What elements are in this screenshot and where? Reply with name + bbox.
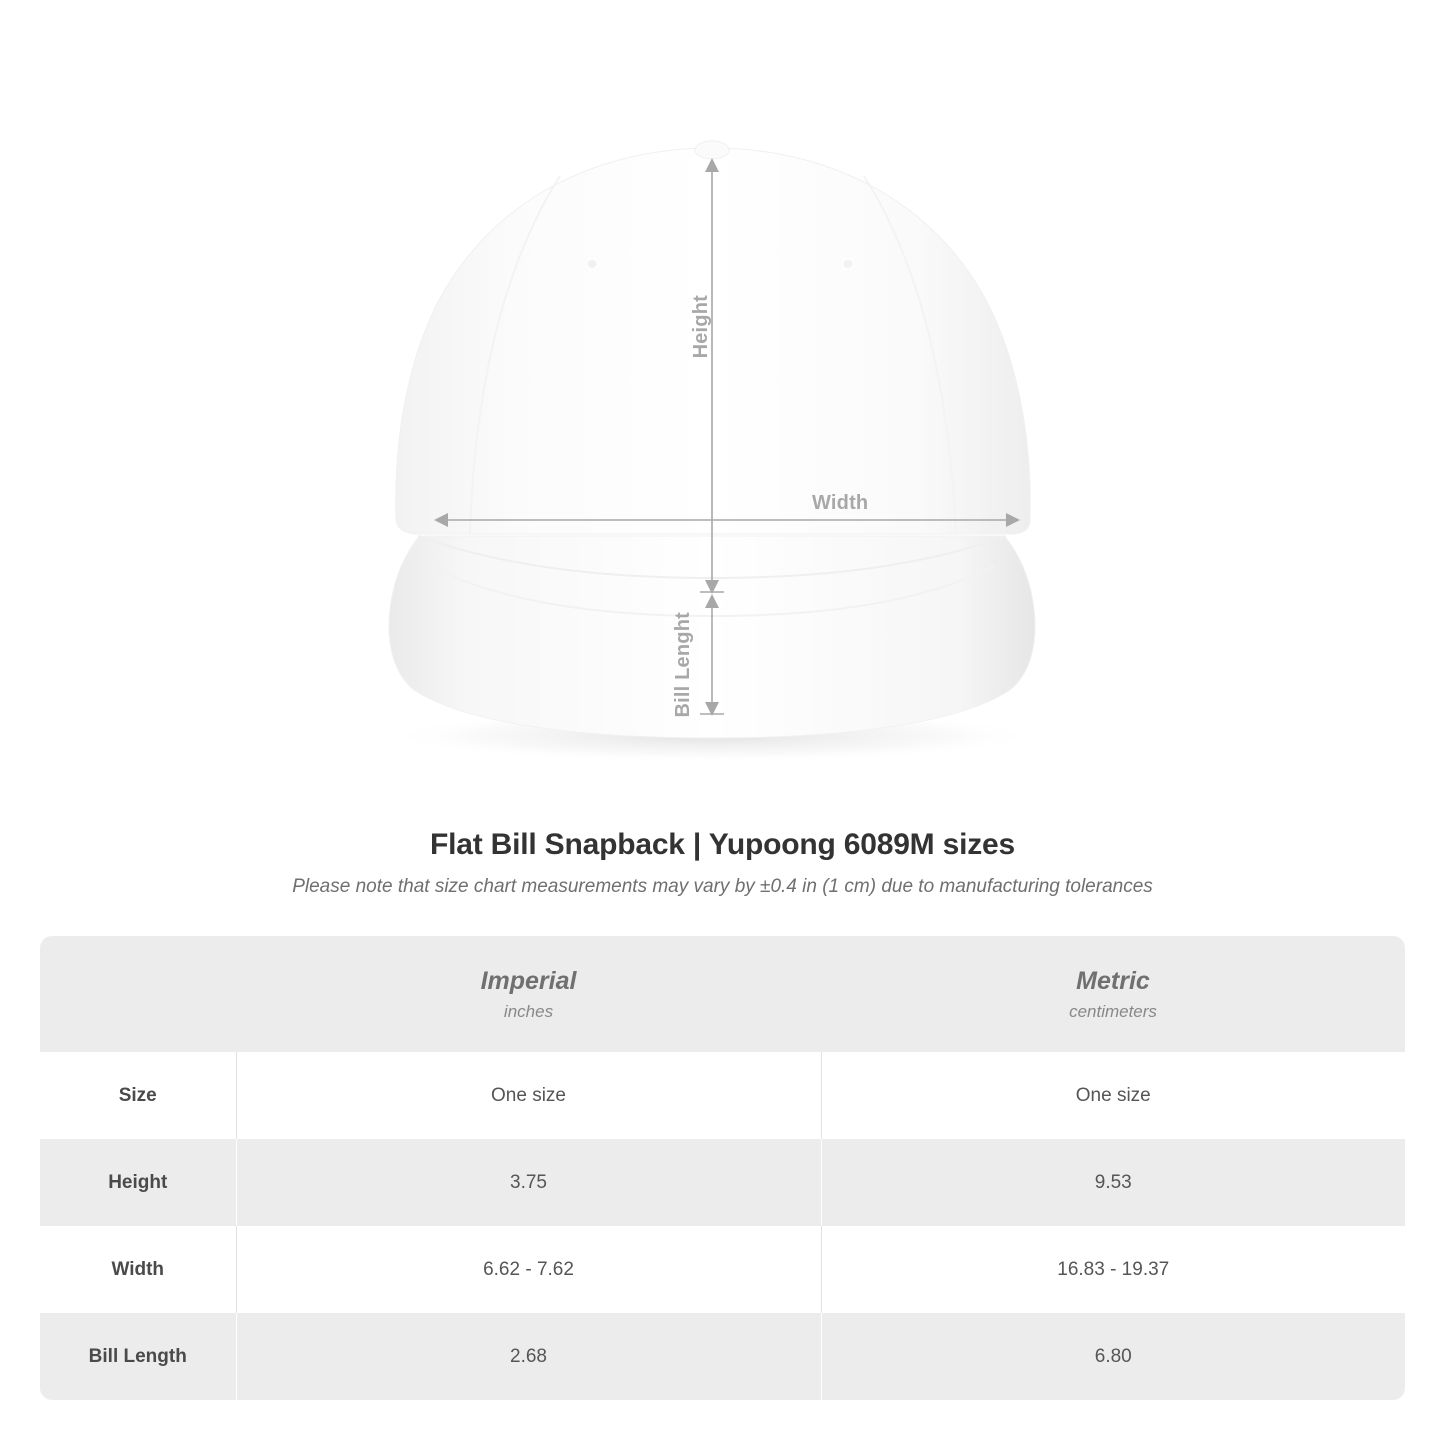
cell-height-imperial: 3.75 [236,1139,821,1226]
bill-length-dimension-label [672,612,694,718]
cell-size-imperial: One size [236,1052,821,1139]
header-metric-title: Metric [1076,966,1150,995]
header-corner-cell [40,936,236,1052]
row-label-bill-length: Bill Length [40,1313,236,1400]
header-imperial-unit: inches [503,1001,554,1021]
tolerance-note: Please note that size chart measurements may vary by ±0.4 in (1 cm) due to manufacturing tolerances [292,876,1153,897]
header-metric-cell [821,936,1405,1052]
cell-bill-length-imperial: 2.68 [236,1313,821,1400]
table-row [40,1226,1405,1313]
row-label-size: Size [40,1052,236,1139]
page-title: Flat Bill Snapback | Yupoong 6089M sizes [429,828,1015,861]
header-imperial-title: Imperial [480,966,577,995]
size-table-body [40,1052,1405,1400]
header-imperial-cell [236,936,821,1052]
chart-titles [0,828,1445,898]
width-dimension-label: Width [812,492,869,514]
table-row [40,1139,1405,1226]
cell-height-metric: 9.53 [821,1139,1405,1226]
bill-length-label-line1: Bill [672,685,694,718]
row-label-height: Height [40,1139,236,1226]
table-row [40,1052,1405,1139]
cell-width-imperial: 6.62 - 7.62 [236,1226,821,1313]
table-header-row [40,936,1405,1052]
table-row [40,1313,1405,1400]
header-metric-unit: centimeters [1069,1001,1157,1021]
row-label-width: Width [40,1226,236,1313]
cell-width-metric: 16.83 - 19.37 [821,1226,1405,1313]
height-dimension-label: Height [690,295,712,359]
cell-bill-length-metric: 6.80 [821,1313,1405,1400]
size-table [40,936,1405,1400]
cell-size-metric: One size [821,1052,1405,1139]
bill-length-label-line2: Lenght [672,612,694,680]
size-table-header [40,936,1405,1052]
size-table-wrapper [40,936,1405,1400]
